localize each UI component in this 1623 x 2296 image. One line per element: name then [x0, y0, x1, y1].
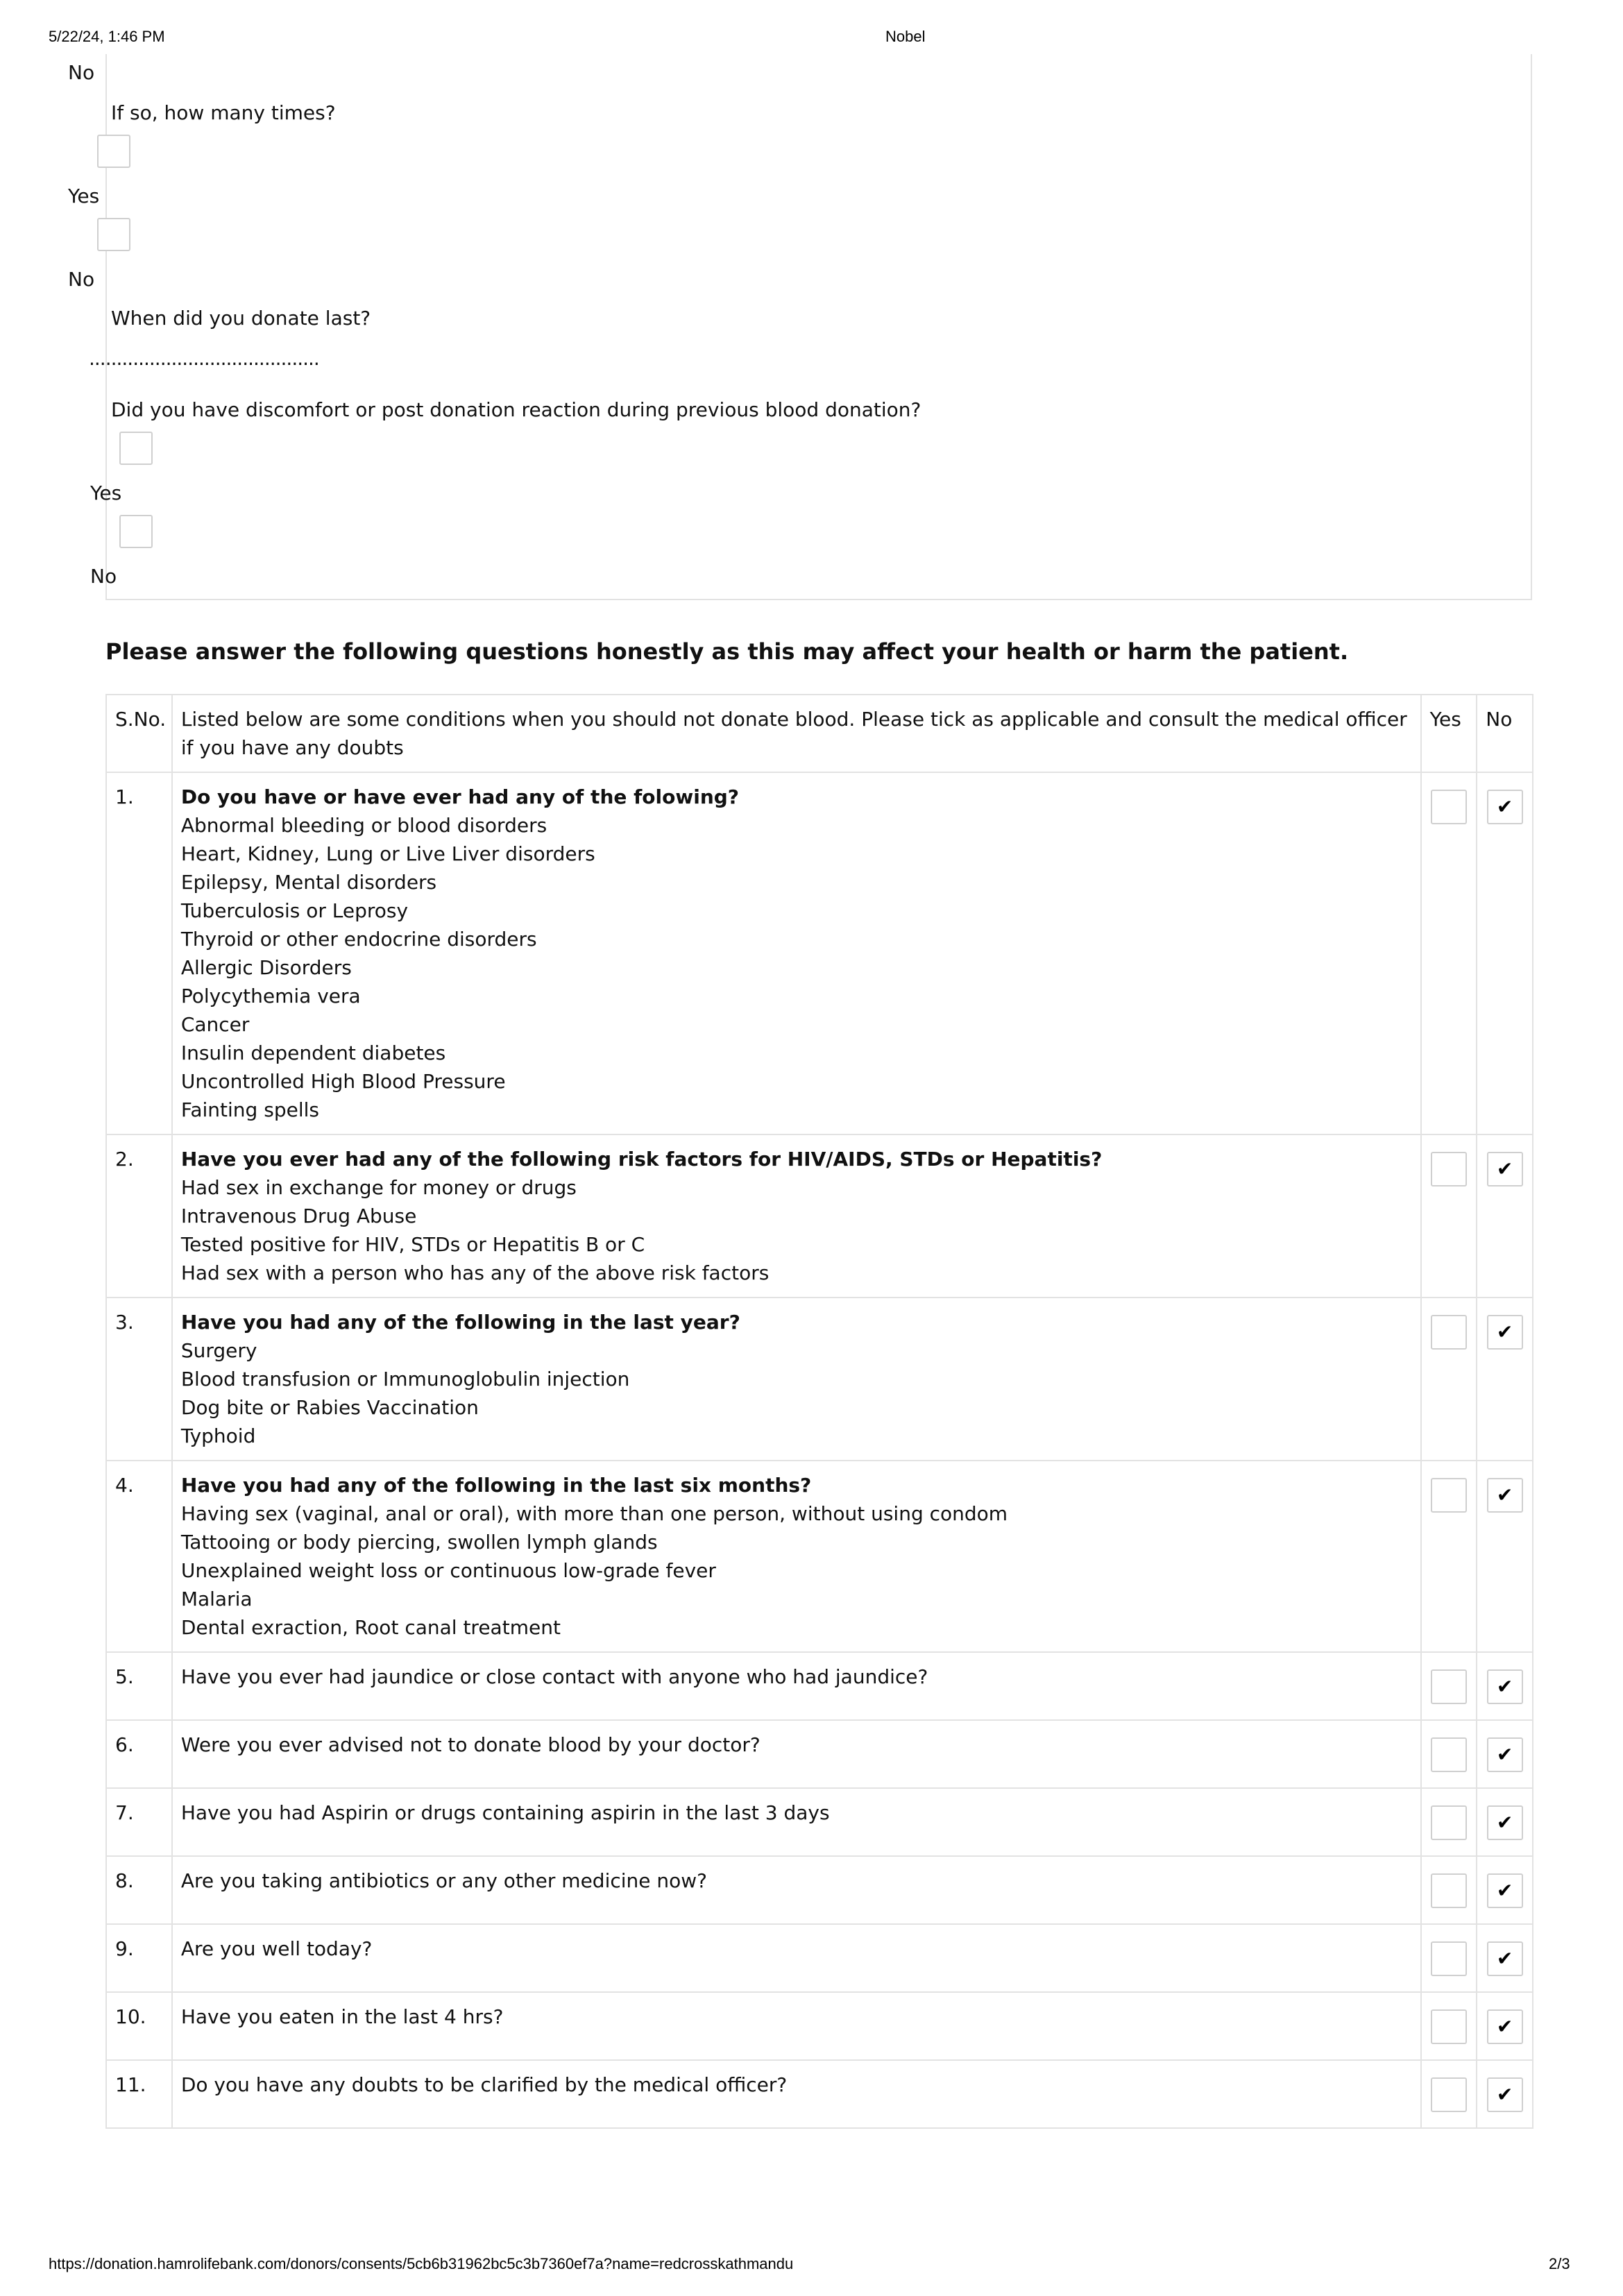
- list-item: Allergic Disorders: [180, 956, 352, 979]
- list-item: Tattooing or body piercing, swollen lymph glands: [180, 1531, 658, 1554]
- list-item: Dental exraction, Root canal treatment: [180, 1616, 561, 1639]
- question-title: Have you ever had any of the following risk factors for HIV/AIDS, STDs or Hepatitis?: [180, 1148, 1103, 1171]
- row-sno: 8.: [115, 1869, 134, 1892]
- reaction-no-label: No: [90, 565, 117, 588]
- question-text: Have you ever had jaundice or close contact with anyone who had jaundice?: [180, 1665, 928, 1688]
- eligibility-questions-table: [105, 694, 1533, 2129]
- no-checkbox[interactable]: ✔: [1487, 1805, 1523, 1840]
- reaction-yes-label: Yes: [90, 482, 122, 504]
- yes-checkbox[interactable]: [1431, 1873, 1467, 1908]
- question-text: Have you had Aspirin or drugs containing aspirin in the last 3 days: [180, 1801, 830, 1824]
- question-text: Do you have any doubts to be clarified by the medical officer?: [180, 2073, 788, 2096]
- list-item: Fainting spells: [180, 1098, 319, 1121]
- table-header-row: [106, 695, 1533, 772]
- row-sno: 5.: [115, 1665, 134, 1688]
- table-row: [106, 1788, 1533, 1856]
- list-item: Had sex in exchange for money or drugs: [180, 1176, 577, 1199]
- yes-checkbox[interactable]: [1431, 1478, 1467, 1513]
- list-item: Tested positive for HIV, STDs or Hepatitis B or C: [180, 1233, 645, 1256]
- print-title: Nobel: [885, 28, 926, 45]
- list-item: Intravenous Drug Abuse: [180, 1205, 417, 1227]
- times-no-label: No: [68, 268, 95, 291]
- no-checkbox[interactable]: ✔: [1487, 2009, 1523, 2044]
- yes-checkbox[interactable]: [1431, 1737, 1467, 1772]
- donation-count-question: If so, how many times?: [111, 101, 336, 124]
- times-yes-checkbox[interactable]: [97, 135, 130, 168]
- list-item: Blood transfusion or Immunoglobulin injection: [180, 1368, 630, 1391]
- row-sno: 2.: [115, 1148, 134, 1171]
- no-checkbox[interactable]: ✔: [1487, 1873, 1523, 1908]
- question-text: Are you taking antibiotics or any other medicine now?: [180, 1869, 708, 1892]
- header-yes: Yes: [1421, 695, 1477, 772]
- list-item: Having sex (vaginal, anal or oral), with more than one person, without using condom: [180, 1502, 1008, 1525]
- times-no-checkbox[interactable]: [97, 218, 130, 251]
- reaction-yes-checkbox[interactable]: [119, 432, 153, 465]
- honesty-notice: Please answer the following questions honestly as this may affect your health or harm the patient.: [105, 638, 1349, 665]
- no-checkbox[interactable]: ✔: [1487, 1941, 1523, 1976]
- list-item: Tuberculosis or Leprosy: [180, 899, 409, 922]
- no-label: No: [68, 61, 95, 84]
- question-text: Were you ever advised not to donate blood by your doctor?: [180, 1733, 760, 1756]
- table-row: [106, 1924, 1533, 1992]
- row-sno: 10.: [115, 2005, 146, 2028]
- list-item: Uncontrolled High Blood Pressure: [180, 1070, 506, 1093]
- reaction-question: Did you have discomfort or post donation reaction during previous blood donation?: [111, 398, 921, 421]
- header-description: Listed below are some conditions when you should not donate blood. Please tick as applicable and consult the medical officer if you have any doubts: [172, 695, 1421, 772]
- last-donation-value[interactable]: ..........................................: [89, 347, 319, 370]
- table-row: [106, 1134, 1533, 1298]
- list-item: Dog bite or Rabies Vaccination: [180, 1396, 479, 1419]
- list-item: Malaria: [180, 1588, 253, 1610]
- yes-checkbox[interactable]: [1431, 1941, 1467, 1976]
- list-item: Polycythemia vera: [180, 985, 361, 1007]
- list-item: Typhoid: [180, 1425, 256, 1447]
- question-text: Are you well today?: [180, 1937, 373, 1960]
- times-yes-label: Yes: [68, 185, 100, 207]
- yes-checkbox[interactable]: [1431, 1315, 1467, 1350]
- no-checkbox[interactable]: ✔: [1487, 1669, 1523, 1704]
- yes-checkbox[interactable]: [1431, 790, 1467, 824]
- header-sno: S.No.: [106, 695, 172, 772]
- page-number: 2/3: [1549, 2255, 1570, 2272]
- yes-checkbox[interactable]: [1431, 2009, 1467, 2044]
- print-datetime: 5/22/24, 1:46 PM: [49, 28, 165, 45]
- table-row: [106, 772, 1533, 1134]
- no-checkbox[interactable]: ✔: [1487, 1315, 1523, 1350]
- list-item: Unexplained weight loss or continuous low-grade fever: [180, 1559, 716, 1582]
- reaction-no-checkbox[interactable]: [119, 515, 153, 548]
- row-sno: 4.: [115, 1474, 134, 1497]
- yes-checkbox[interactable]: [1431, 1669, 1467, 1704]
- no-checkbox[interactable]: ✔: [1487, 1478, 1523, 1513]
- question-text: Have you eaten in the last 4 hrs?: [180, 2005, 504, 2028]
- table-row: [106, 1856, 1533, 1924]
- table-row: [106, 2060, 1533, 2128]
- list-item: Thyroid or other endocrine disorders: [180, 928, 537, 951]
- yes-checkbox[interactable]: [1431, 1152, 1467, 1187]
- print-url: https://donation.hamrolifebank.com/donors/consents/5cb6b31962bc5c3b7360ef7a?name=redcrosskathmandu: [49, 2255, 794, 2272]
- list-item: Surgery: [180, 1339, 257, 1362]
- yes-checkbox[interactable]: [1431, 2077, 1467, 2112]
- row-sno: 1.: [115, 785, 134, 808]
- list-item: Epilepsy, Mental disorders: [180, 871, 437, 894]
- last-donation-question: When did you donate last?: [111, 307, 371, 330]
- list-item: Had sex with a person who has any of the above risk factors: [180, 1261, 770, 1284]
- row-sno: 3.: [115, 1311, 134, 1334]
- no-checkbox[interactable]: ✔: [1487, 1152, 1523, 1187]
- table-row: [106, 1461, 1533, 1652]
- list-item: Heart, Kidney, Lung or Live Liver disorders: [180, 842, 595, 865]
- no-checkbox[interactable]: ✔: [1487, 2077, 1523, 2112]
- table-row: [106, 1298, 1533, 1461]
- table-row: [106, 1720, 1533, 1788]
- no-checkbox[interactable]: ✔: [1487, 1737, 1523, 1772]
- question-title: Do you have or have ever had any of the folowing?: [180, 785, 740, 808]
- row-sno: 9.: [115, 1937, 134, 1960]
- list-item: Insulin dependent diabetes: [180, 1041, 446, 1064]
- row-sno: 7.: [115, 1801, 134, 1824]
- question-title: Have you had any of the following in the last year?: [180, 1311, 740, 1334]
- table-row: [106, 1992, 1533, 2060]
- row-sno: 6.: [115, 1733, 134, 1756]
- list-item: Cancer: [180, 1013, 250, 1036]
- table-row: [106, 1652, 1533, 1720]
- question-title: Have you had any of the following in the last six months?: [180, 1474, 812, 1497]
- row-sno: 11.: [115, 2073, 146, 2096]
- header-no: No: [1477, 695, 1533, 772]
- yes-checkbox[interactable]: [1431, 1805, 1467, 1840]
- list-item: Abnormal bleeding or blood disorders: [180, 814, 547, 837]
- no-checkbox[interactable]: ✔: [1487, 790, 1523, 824]
